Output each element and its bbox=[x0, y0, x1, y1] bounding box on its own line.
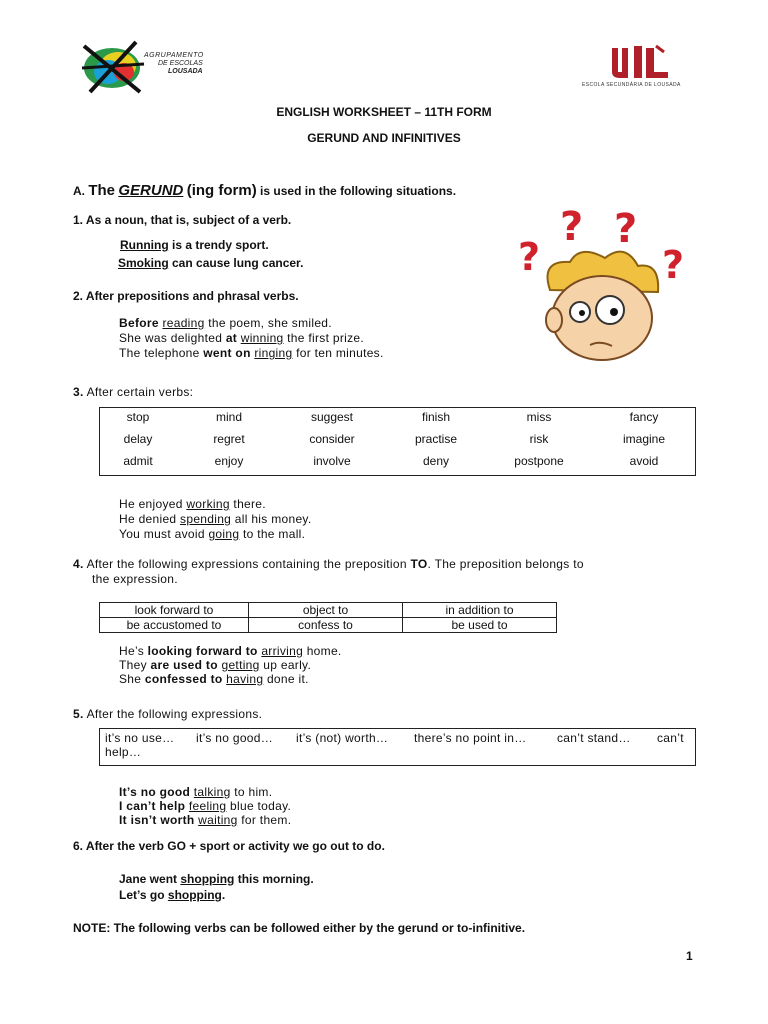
example-text: done it. bbox=[263, 672, 309, 686]
confused-boy-illustration bbox=[510, 200, 710, 365]
verb-cell: finish bbox=[421, 410, 450, 424]
svg-text:?: ? bbox=[518, 235, 541, 279]
verb-cell: risk bbox=[529, 432, 549, 446]
svg-text:?: ? bbox=[560, 204, 584, 250]
question-marks-icon bbox=[510, 200, 710, 365]
worksheet-title: ENGLISH WORKSHEET – 11TH FORM bbox=[276, 105, 492, 119]
gerund-word: shopping bbox=[167, 888, 222, 902]
example-text: She was delighted bbox=[119, 331, 226, 345]
section-6-heading: 6. After the verb GO + sport or activity we go out to do. bbox=[73, 839, 385, 853]
s5-example-1 bbox=[119, 785, 272, 800]
example-text: The telephone bbox=[119, 346, 204, 360]
logo-caption: ESCOLA SECUNDÁRIA DE LOUSADA bbox=[582, 82, 681, 88]
table-row bbox=[100, 618, 557, 633]
gerund-word: reading bbox=[162, 316, 205, 330]
gerund-word: Running bbox=[120, 238, 169, 252]
gerund-word: going bbox=[208, 527, 240, 541]
section-a-heading bbox=[73, 182, 456, 199]
verb-cell: consider bbox=[309, 432, 355, 446]
section-a-gerund: GERUND bbox=[118, 182, 184, 199]
section-text: After the following expressions containing the preposition bbox=[83, 557, 411, 571]
verb-cell: involve bbox=[313, 454, 351, 468]
example-text: is a trendy sport. bbox=[168, 238, 269, 252]
school-logo-right bbox=[582, 42, 692, 94]
verb-cell: fancy bbox=[629, 410, 659, 424]
bold-word: Before bbox=[119, 316, 159, 330]
gerund-word: ringing bbox=[254, 346, 293, 360]
expr-item: can’t stand… bbox=[557, 731, 631, 745]
example-text: home. bbox=[303, 644, 342, 658]
s5-example-3 bbox=[119, 813, 291, 828]
example-text: for ten minutes. bbox=[292, 346, 384, 360]
s3-example-2 bbox=[119, 512, 311, 527]
s3-example-3 bbox=[119, 527, 305, 542]
verb-cell: regret bbox=[213, 432, 245, 446]
verb-cell: postpone bbox=[514, 454, 564, 468]
logo-text-3: LOUSADA bbox=[168, 68, 203, 75]
table-cell: look forward to bbox=[100, 603, 249, 618]
table-cell: be used to bbox=[403, 618, 557, 633]
example-text: for them. bbox=[237, 813, 292, 827]
example-text: Let’s go bbox=[119, 888, 168, 902]
s3-example-1 bbox=[119, 497, 266, 512]
verb-cell: admit bbox=[123, 454, 153, 468]
gerund-word: having bbox=[226, 672, 264, 686]
verb-cell: suggest bbox=[310, 410, 354, 424]
verb-cell: avoid bbox=[629, 454, 659, 468]
table-cell: in addition to bbox=[403, 603, 557, 618]
gerund-word: getting bbox=[221, 658, 260, 672]
example-text: all his money. bbox=[231, 512, 312, 526]
verb-cell: deny bbox=[422, 454, 450, 468]
bold-word: went on bbox=[203, 346, 251, 360]
worksheet-subtitle: GERUND AND INFINITIVES bbox=[307, 131, 461, 145]
section-number: 4. bbox=[73, 557, 84, 571]
expressions-box bbox=[99, 728, 696, 766]
example-text: He denied bbox=[119, 512, 181, 526]
table-cell: confess to bbox=[249, 618, 403, 633]
expr-item-cont: help… bbox=[105, 745, 142, 759]
bold-word: looking forward to bbox=[147, 644, 258, 658]
expr-item: it’s no use… bbox=[105, 731, 175, 745]
example-text: the first prize. bbox=[283, 331, 364, 345]
section-3-heading bbox=[73, 385, 193, 400]
gerund-word: waiting bbox=[198, 813, 238, 827]
verbs-table bbox=[99, 407, 696, 476]
verb-cell: mind bbox=[215, 410, 242, 424]
verb-cell: stop bbox=[126, 410, 150, 424]
s6-example-2 bbox=[119, 888, 225, 903]
svg-text:?: ? bbox=[662, 243, 685, 287]
gerund-word: working bbox=[186, 497, 230, 511]
gerund-word: Smoking bbox=[118, 256, 169, 270]
example-text: to the mall. bbox=[239, 527, 306, 541]
s1-example-1 bbox=[120, 238, 269, 253]
gerund-word: feeling bbox=[188, 799, 227, 813]
s2-example-3 bbox=[119, 346, 384, 361]
example-text: She bbox=[119, 672, 145, 686]
bold-word: at bbox=[225, 331, 238, 345]
s2-example-2 bbox=[119, 331, 364, 346]
example-text: Jane went bbox=[119, 872, 181, 886]
bold-word: It’s no good bbox=[119, 785, 191, 799]
gerund-word: shopping bbox=[180, 872, 235, 886]
gerund-word: arriving bbox=[261, 644, 304, 658]
section-text: . The preposition belongs to bbox=[427, 557, 584, 571]
s6-example-1 bbox=[119, 872, 314, 887]
verb-cell: practise bbox=[414, 432, 458, 446]
bold-word: confessed to bbox=[144, 672, 223, 686]
verb-cell: delay bbox=[123, 432, 153, 446]
example-text: to him. bbox=[230, 785, 273, 799]
s5-example-2 bbox=[119, 799, 291, 814]
example-text: this morning. bbox=[234, 872, 314, 886]
section-text: After certain verbs: bbox=[83, 385, 194, 399]
school-logo-left bbox=[78, 38, 228, 96]
example-text: He’s bbox=[119, 644, 148, 658]
bold-word: TO bbox=[410, 557, 428, 571]
verb-cell: imagine bbox=[622, 432, 666, 446]
section-2-heading: 2. After prepositions and phrasal verbs. bbox=[73, 289, 299, 303]
section-number: 5. bbox=[73, 707, 84, 721]
table-cell: object to bbox=[249, 603, 403, 618]
verb-cell: enjoy bbox=[214, 454, 244, 468]
section-5-heading bbox=[73, 707, 262, 722]
example-text: They bbox=[119, 658, 151, 672]
table-row bbox=[100, 603, 557, 618]
section-a-ingform: (ing form) bbox=[186, 182, 257, 199]
section-a-the: The bbox=[88, 182, 116, 199]
example-text: there. bbox=[229, 497, 266, 511]
s2-example-1 bbox=[119, 316, 332, 331]
logo-text-1: AGRUPAMENTO bbox=[144, 52, 204, 59]
gerund-word: talking bbox=[193, 785, 231, 799]
s1-example-2 bbox=[118, 256, 303, 271]
section-a-rest: is used in the following situations. bbox=[260, 184, 457, 198]
table-cell: be accustomed to bbox=[100, 618, 249, 633]
section-4-heading bbox=[73, 557, 683, 572]
gerund-word: winning bbox=[240, 331, 284, 345]
gerund-word: spending bbox=[180, 512, 232, 526]
expr-item: it’s no good… bbox=[196, 731, 274, 745]
example-text: the poem, she smiled. bbox=[204, 316, 332, 330]
s4-example-3 bbox=[119, 672, 309, 687]
expr-item: it’s (not) worth… bbox=[296, 731, 389, 745]
example-text: blue today. bbox=[226, 799, 292, 813]
example-text: up early. bbox=[259, 658, 312, 672]
section-number: 3. bbox=[73, 385, 84, 399]
expr-item: can’t bbox=[657, 731, 684, 745]
page-number: 1 bbox=[686, 949, 693, 963]
bold-word: are used to bbox=[150, 658, 218, 672]
example-text: . bbox=[221, 888, 226, 902]
s4-example-2 bbox=[119, 658, 311, 673]
expressions-to-table bbox=[99, 602, 557, 633]
section-a-prefix: A. bbox=[73, 184, 85, 198]
example-text: He enjoyed bbox=[119, 497, 187, 511]
bold-word: I can’t help bbox=[119, 799, 186, 813]
section-1-heading: 1. As a noun, that is, subject of a verb. bbox=[73, 213, 292, 227]
bold-word: It isn’t worth bbox=[119, 813, 195, 827]
s4-example-1 bbox=[119, 644, 342, 659]
svg-text:?: ? bbox=[614, 206, 638, 252]
logo-mark bbox=[582, 42, 692, 82]
logo-text-2: DE ESCOLAS bbox=[158, 60, 203, 67]
verb-cell: miss bbox=[526, 410, 552, 424]
example-text: You must avoid bbox=[119, 527, 209, 541]
expr-item: there’s no point in… bbox=[414, 731, 527, 745]
section-text: After the following expressions. bbox=[83, 707, 263, 721]
note-text: NOTE: The following verbs can be followed either by the gerund or to-infinitive. bbox=[73, 921, 526, 935]
example-text: can cause lung cancer. bbox=[168, 256, 304, 270]
section-4-heading-cont: the expression. bbox=[92, 572, 178, 586]
